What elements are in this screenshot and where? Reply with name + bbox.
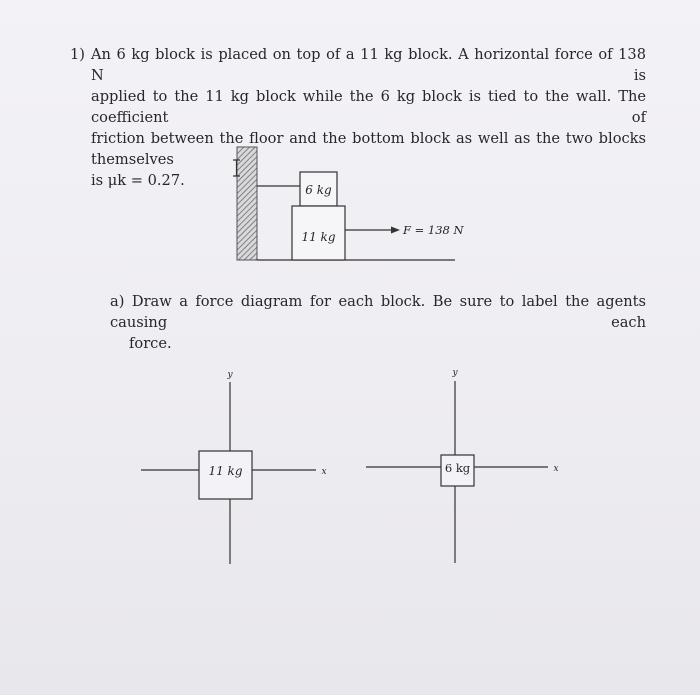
top-block-label: 6 kg [305,183,332,197]
bottom-block-label: 11 kg [301,230,336,244]
block-label: 11 kg [208,464,243,478]
problem-number: 1) [70,46,85,63]
block-label: 6 kg [444,461,471,475]
x-axis-label: x [321,467,327,477]
problem-line-4: is μk = 0.27. [91,172,185,189]
y-axis-label: y [227,370,233,380]
problem-line-3: friction between the floor and the bottom block as well as the two blocks themselves [91,130,646,168]
part-a-prompt [110,291,646,354]
problem-line-1: An 6 kg block is placed on top of a 11 kg block. A horizontal force of 138 N is [91,46,646,84]
force-diagram-6kg [366,368,559,563]
y-axis-label: y [452,368,458,378]
setup-figure [233,147,465,260]
x-axis-label: x [553,464,559,474]
problem-line-2: applied to the 11 kg block while the 6 kg block is tied to the wall. The coefficient of [91,88,646,126]
part-a-line-2: force. [129,335,172,352]
part-a-line-1: a) Draw a force diagram for each block. Be sure to label the agents causing each [110,293,646,331]
force-diagram-11kg [141,370,327,564]
force-arrowhead-icon [391,227,400,234]
wall [237,147,257,260]
force-label: F = 138 N [403,223,464,237]
